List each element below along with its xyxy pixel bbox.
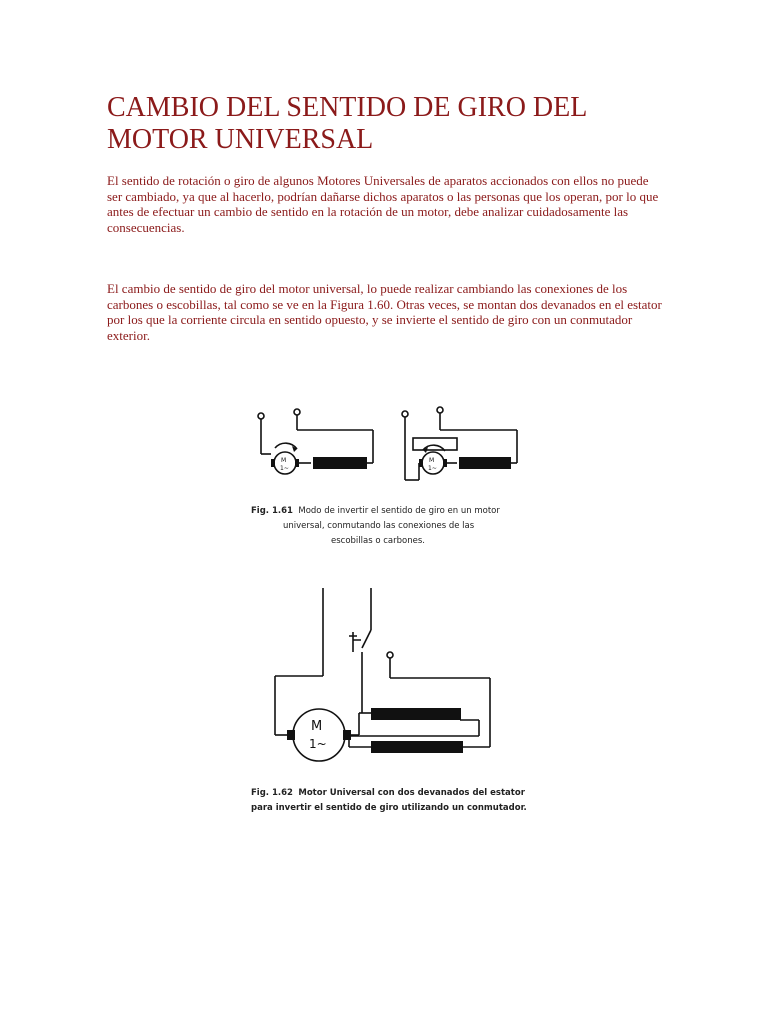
motor-symbol: 1~ — [309, 737, 327, 751]
terminal-icon — [402, 411, 408, 417]
switch-contact-icon — [349, 632, 361, 652]
caption-label: Fig. 1.61 — [251, 506, 293, 516]
caption-line: Modo de invertir el sentido de giro en un motor — [298, 506, 500, 516]
terminal-icon — [258, 413, 264, 419]
paragraph-line: por los que la corriente circula en sentido opuesto, y se invierte el sentido de giro con un conmutador exterior. — [107, 312, 633, 343]
paragraph-line: El cambio de sentido de giro del motor universal, lo puede realizar cambiando las conexiones de los — [107, 281, 628, 296]
motor-label: M — [311, 719, 323, 734]
stator-winding-icon — [459, 457, 511, 469]
page-title: CAMBIO DEL SENTIDO DE GIRO DEL MOTOR UNIVERSAL — [107, 92, 587, 155]
stator-winding-b-icon — [371, 741, 463, 753]
paragraph-line: carbones o escobillas, tal como se ve en la Figura 1.60. Otras veces, se montan dos devanados en el estator — [107, 296, 662, 312]
motor-label: M — [281, 457, 287, 464]
motor-symbol: 1~ — [428, 465, 437, 472]
caption-line: escobillas o carbones. — [331, 536, 425, 546]
paragraph-method — [107, 281, 667, 343]
paragraph-intro — [107, 173, 667, 235]
paragraph-line: antes de efectuar un cambio de sentido en la rotación de un motor, debe analizar cuidadosamente las consecuencias. — [107, 204, 629, 235]
brush-swap-diagram — [245, 400, 535, 500]
stator-winding-a-icon — [371, 708, 461, 720]
figure-caption — [251, 504, 531, 549]
figure-brush-swap — [245, 400, 535, 560]
motor-symbol: 1~ — [280, 465, 289, 472]
motor-icon — [293, 709, 345, 761]
caption-label: Fig. 1.62 — [251, 788, 293, 798]
switch-blade-icon — [362, 630, 371, 648]
figure-dual-winding — [245, 580, 535, 820]
paragraph-line: El sentido de rotación o giro de algunos Motores Universales de aparatos accionados con ellos no puede — [107, 173, 649, 188]
figure-caption — [251, 786, 531, 816]
terminal-icon — [294, 409, 300, 415]
dual-winding-diagram — [245, 580, 535, 780]
terminal-icon — [437, 407, 443, 413]
caption-line: universal, conmutando las conexiones de las — [283, 521, 475, 531]
caption-line: para invertir el sentido de giro utilizando un conmutador. — [251, 803, 527, 813]
stator-winding-icon — [313, 457, 367, 469]
paragraph-line: ser cambiado, ya que al hacerlo, podrían dañarse dichos aparatos o las personas que los operan, por lo que — [107, 188, 659, 204]
caption-line: Motor Universal con dos devanados del estator — [298, 788, 525, 798]
motor-label: M — [429, 457, 435, 464]
terminal-icon — [387, 652, 393, 658]
